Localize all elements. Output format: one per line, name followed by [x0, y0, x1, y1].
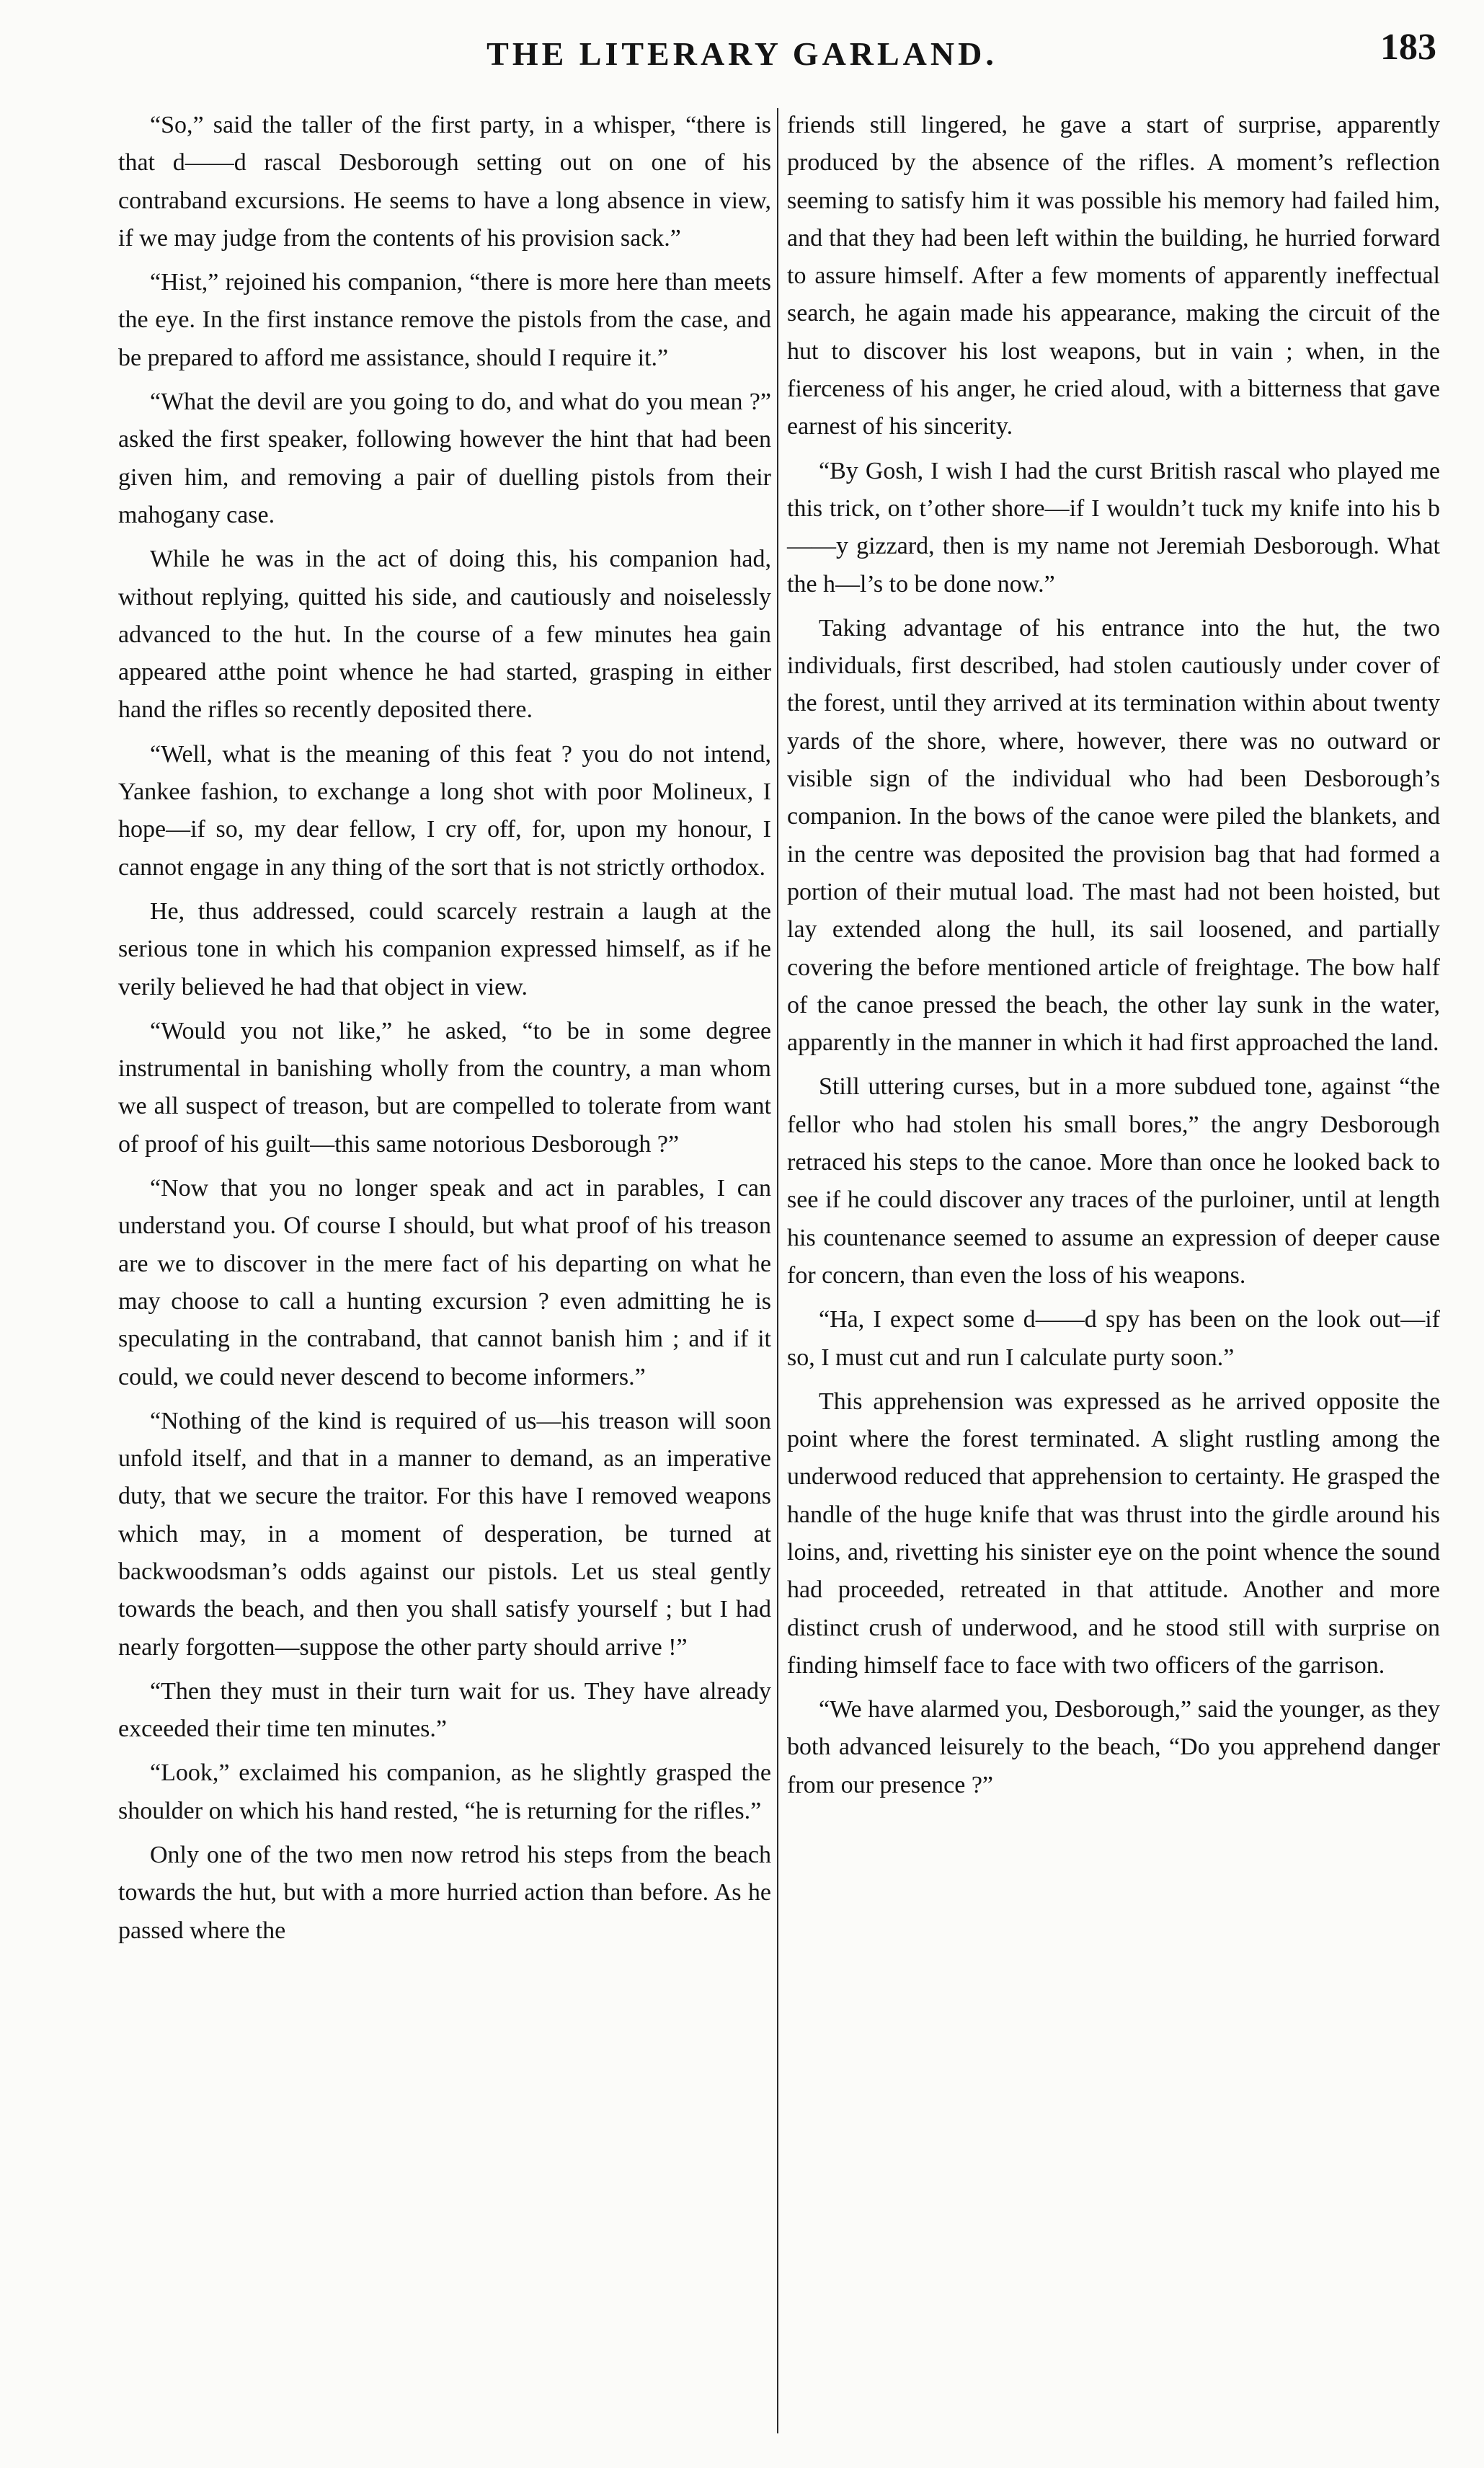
paragraph: Still uttering curses, but in a more subdued tone, against “the fellor who had stolen his small bores,” the angry Desborough retraced his steps to the canoe. More than once he looked back to see if he could discover any traces of the purloiner, until at length his countenance seemed to assume an expression of deeper cause for concern, than even the loss of his weapons.	[787, 1073, 1440, 1289]
paragraph: Taking advantage of his entrance into the hut, the two individuals, first described, had stolen cautiously under cover of the forest, until they arrived at its termination within about twenty yards of the shore, where, however, there was no outward or visible sign of the individual who had been Desborough’s companion. In the bows of the canoe were piled the blankets, and in the centre was deposited the provision bag that had formed a portion of their mutual load. The mast had not been hoisted, but lay extended along the hull, its sail loosened, and partially covering the before mentioned article of freightage. The bow half of the canoe pressed the beach, the other lay sunk in the water, apparently in the manner in which it had first approached the land.	[787, 614, 1440, 1057]
paragraph: “Ha, I expect some d——d spy has been on the look out—if so, I must cut and run I calculate purty soon.”	[787, 1306, 1440, 1371]
paragraph: He, thus addressed, could scarcely restrain a laugh at the serious tone in which his companion expressed himself, as if he verily believed he had that object in view.	[118, 897, 771, 1000]
paragraph: “Hist,” rejoined his companion, “there is more here than meets the eye. In the first instance remove the pistols from the case, and be prepared to afford me assistance, should I require it.”	[118, 269, 771, 371]
paragraph: “Look,” exclaimed his companion, as he slightly grasped the shoulder on which his hand rested, “he is returning for the rifles.”	[118, 1759, 771, 1824]
paragraph: “Nothing of the kind is required of us—his treason will soon unfold itself, and that in a manner to demand, as an imperative duty, that we secure the traitor. For this have I removed weapons which may, in a moment of desperation, be turned at backwoodsman’s odds against our pistols. Let us steal gently towards the beach, and then you shall satisfy yourself ; but I had nearly forgotten—suppose the other party should arrive !”	[118, 1407, 771, 1661]
paragraph: While he was in the act of doing this, his companion had, without replying, quitted his side, and cautiously and noiselessly advanced to the hut. In the course of a few minutes hea gain appeared atthe point whence he had started, grasping in either hand the rifles so recently deposited there.	[118, 546, 771, 724]
column-divider	[777, 108, 778, 2433]
paragraph: “Would you not like,” he asked, “to be in some degree instrumental in banishing wholly from the country, a man whom we all suspect of treason, but are compelled to tolerate from want of proof of his guilt—this same notorious Desborough ?”	[118, 1017, 771, 1158]
right-column	[787, 107, 1440, 1804]
running-title: THE LITERARY GARLAND.	[486, 35, 998, 72]
paragraph: “Then they must in their turn wait for us. They have already exceeded their time ten minutes.”	[118, 1677, 771, 1743]
paragraph: “We have alarmed you, Desborough,” said the younger, as they both advanced leisurely to the beach, “Do you apprehend danger from our presence ?”	[787, 1696, 1440, 1798]
paragraph: “Now that you no longer speak and act in parables, I can understand you. Of course I should, but what proof of his treason are we to discover in the mere fact of his departing on what he may choose to call a hunting excursion ? even admitting he is speculating in the contraband, that cannot banish him ; and if it could, we could never descend to become informers.”	[118, 1175, 771, 1390]
paragraph: “By Gosh, I wish I had the curst British rascal who played me this trick, on t’other shore—if I wouldn’t tuck my knife into his b——y gizzard, then is my name not Jeremiah Desborough. What the h—l’s to be done now.”	[787, 457, 1440, 598]
paragraph: “What the devil are you going to do, and what do you mean ?” asked the first speaker, following however the hint that had been given him, and removing a pair of duelling pistols from their mahogany case.	[118, 389, 771, 528]
paragraph: “Well, what is the meaning of this feat ? you do not intend, Yankee fashion, to exchange a long shot with poor Molineux, I hope—if so, my dear fellow, I cry off, for, upon my honour, I cannot engage in any thing of the sort that is not strictly orthodox.	[118, 740, 771, 881]
page-number: 183	[1380, 27, 1436, 68]
paragraph: “So,” said the taller of the first party, in a whisper, “there is that d——d rascal Desborough setting out on one of his contraband excursions. He seems to have a long absence in view, if we may judge from the contents of his provision sack.”	[118, 112, 771, 252]
paragraph: Only one of the two men now retrod his steps from the beach towards the hut, but with a more hurried action than before. As he passed where the	[118, 1842, 771, 1944]
paragraph-continued: friends still lingered, he gave a start of surprise, apparently produced by the absence of the rifles. A moment’s reflection seeming to satisfy him it was possible his memory had failed him, and that they had been left within the building, he hurried forward to assure himself. After a few moments of apparently ineffectual search, he again made his appearance, making the circuit of the hut to discover his lost weapons, but in vain ; when, in the fierceness of his anger, he cried aloud, with a bitterness that gave earnest of his sincerity.	[787, 112, 1440, 440]
paragraph: This apprehension was expressed as he arrived opposite the point where the forest terminated. A slight rustling among the underwood reduced that apprehension to certainty. He grasped the handle of the huge knife that was thrust into the girdle around his loins, and, rivetting his sinister eye on the point whence the sound had proceeded, retreated in that attitude. Another and more distinct crush of underwood, and he stood still with surprise on finding himself face to face with two officers of the garrison.	[787, 1388, 1440, 1679]
left-column	[118, 107, 771, 1950]
